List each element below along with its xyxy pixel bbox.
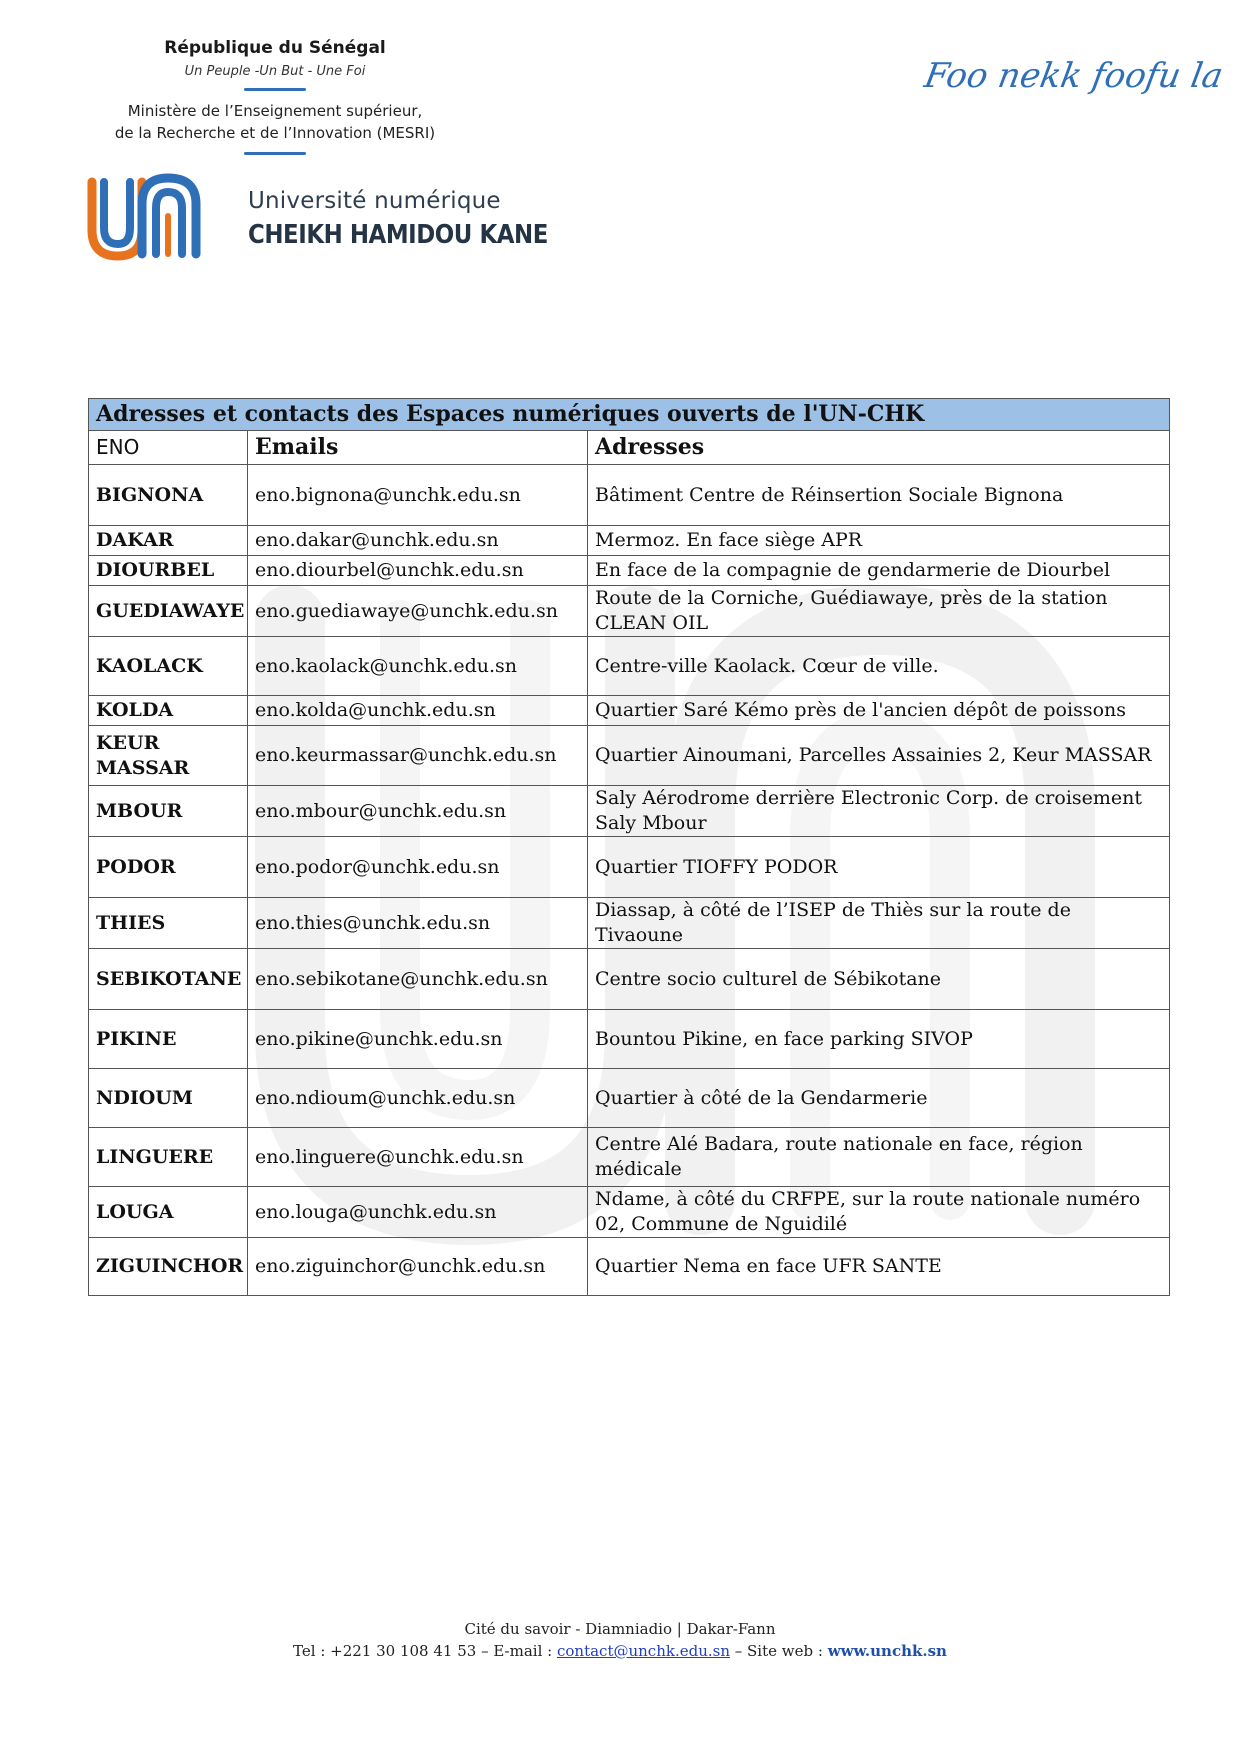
table-header-row [89, 431, 1170, 465]
address-cell: Centre socio culturel de Sébikotane [588, 949, 1170, 1010]
university-name-line-2: CHEIKH HAMIDOU KANE [248, 220, 548, 250]
table-row [89, 898, 1170, 949]
address-cell: En face de la compagnie de gendarmerie de Diourbel [588, 556, 1170, 586]
address-cell: Centre-ville Kaolack. Cœur de ville. [588, 637, 1170, 696]
column-header-eno: ENO [89, 431, 248, 465]
email-cell: eno.ndioum@unchk.edu.sn [248, 1069, 588, 1128]
address-cell: Diassap, à côté de l’ISEP de Thiès sur la route de Tivaoune [588, 898, 1170, 949]
table-row [89, 1187, 1170, 1238]
footer-web-label: – Site web : [729, 1642, 828, 1660]
table-row [89, 1069, 1170, 1128]
table-row [89, 586, 1170, 637]
government-header [80, 38, 450, 155]
footer-address: Cité du savoir - Diamniadio | Dakar-Fann [464, 1620, 776, 1638]
country-name: République du Sénégal [164, 38, 386, 58]
eno-cell: THIES [89, 898, 248, 949]
table-row [89, 556, 1170, 586]
footer-email-link[interactable]: contact@unchk.edu.sn [556, 1642, 730, 1660]
address-cell: Centre Alé Badara, route nationale en face, région médicale [588, 1128, 1170, 1187]
email-cell: eno.keurmassar@unchk.edu.sn [248, 726, 588, 786]
university-name-line-1: Université numérique [248, 188, 501, 214]
national-motto: Un Peuple -Un But - Une Foi [184, 64, 366, 79]
table-row [89, 637, 1170, 696]
eno-cell: MBOUR [89, 786, 248, 837]
email-cell: eno.podor@unchk.edu.sn [248, 837, 588, 898]
email-cell: eno.bignona@unchk.edu.sn [248, 465, 588, 526]
eno-contacts-table-container [88, 398, 1168, 1296]
email-cell: eno.kolda@unchk.edu.sn [248, 696, 588, 726]
email-cell: eno.louga@unchk.edu.sn [248, 1187, 588, 1238]
email-cell: eno.ziguinchor@unchk.edu.sn [248, 1238, 588, 1296]
address-cell: Quartier à côté de la Gendarmerie [588, 1069, 1170, 1128]
eno-cell: KEUR MASSAR [89, 726, 248, 786]
table-row [89, 696, 1170, 726]
divider [244, 152, 306, 155]
table-row [89, 1238, 1170, 1296]
table-row [89, 837, 1170, 898]
footer-contact-line [0, 1640, 1240, 1662]
eno-cell: NDIOUM [89, 1069, 248, 1128]
email-cell: eno.sebikotane@unchk.edu.sn [248, 949, 588, 1010]
table-row [89, 1010, 1170, 1069]
email-cell: eno.diourbel@unchk.edu.sn [248, 556, 588, 586]
eno-cell: BIGNONA [89, 465, 248, 526]
address-cell: Quartier Saré Kémo près de l'ancien dépôt de poissons [588, 696, 1170, 726]
table-row [89, 949, 1170, 1010]
ministry-line-1: Ministère de l’Enseignement supérieur, [127, 102, 423, 120]
address-cell: Bâtiment Centre de Réinsertion Sociale Bignona [588, 465, 1170, 526]
email-cell: eno.linguere@unchk.edu.sn [248, 1128, 588, 1187]
email-cell: eno.dakar@unchk.edu.sn [248, 526, 588, 556]
ministry-name [100, 100, 450, 144]
divider [244, 88, 306, 91]
address-cell: Quartier Nema en face UFR SANTE [588, 1238, 1170, 1296]
eno-contacts-table [88, 398, 1170, 1296]
address-cell: Bountou Pikine, en face parking SIVOP [588, 1010, 1170, 1069]
eno-cell: PIKINE [89, 1010, 248, 1069]
email-cell: eno.kaolack@unchk.edu.sn [248, 637, 588, 696]
table-title: Adresses et contacts des Espaces numériques ouverts de l'UN-CHK [89, 399, 1170, 431]
email-cell: eno.guediawaye@unchk.edu.sn [248, 586, 588, 637]
eno-cell: GUEDIAWAYE [89, 586, 248, 637]
eno-cell: DIOURBEL [89, 556, 248, 586]
wolof-slogan: Foo nekk foofu la [921, 56, 1226, 96]
eno-cell: SEBIKOTANE [89, 949, 248, 1010]
address-cell: Quartier TIOFFY PODOR [588, 837, 1170, 898]
footer-tel: Tel : +221 30 108 41 53 – E-mail : [293, 1642, 557, 1660]
address-cell: Mermoz. En face siège APR [588, 526, 1170, 556]
eno-cell: ZIGUINCHOR [89, 1238, 248, 1296]
email-cell: eno.thies@unchk.edu.sn [248, 898, 588, 949]
eno-cell: DAKAR [89, 526, 248, 556]
table-row [89, 526, 1170, 556]
address-cell: Saly Aérodrome derrière Electronic Corp. de croisement Saly Mbour [588, 786, 1170, 837]
eno-cell: KOLDA [89, 696, 248, 726]
table-row [89, 465, 1170, 526]
address-cell: Route de la Corniche, Guédiawaye, près de la station CLEAN OIL [588, 586, 1170, 637]
table-title-row [89, 399, 1170, 431]
eno-cell: LINGUERE [89, 1128, 248, 1187]
unchk-logo-icon [84, 168, 204, 268]
table-row [89, 786, 1170, 837]
address-cell: Ndame, à côté du CRFPE, sur la route nationale numéro 02, Commune de Nguidilé [588, 1187, 1170, 1238]
eno-cell: PODOR [89, 837, 248, 898]
email-cell: eno.mbour@unchk.edu.sn [248, 786, 588, 837]
table-row [89, 1128, 1170, 1187]
address-cell: Quartier Ainoumani, Parcelles Assainies 2, Keur MASSAR [588, 726, 1170, 786]
eno-cell: LOUGA [89, 1187, 248, 1238]
ministry-line-2: de la Recherche et de l’Innovation (MESRI) [114, 124, 436, 142]
page-footer [0, 1618, 1240, 1662]
column-header-adresses: Adresses [588, 431, 1170, 465]
table-row [89, 726, 1170, 786]
footer-website-link[interactable]: www.unchk.sn [827, 1642, 947, 1660]
eno-cell: KAOLACK [89, 637, 248, 696]
column-header-emails: Emails [248, 431, 588, 465]
email-cell: eno.pikine@unchk.edu.sn [248, 1010, 588, 1069]
university-logo [84, 168, 548, 268]
